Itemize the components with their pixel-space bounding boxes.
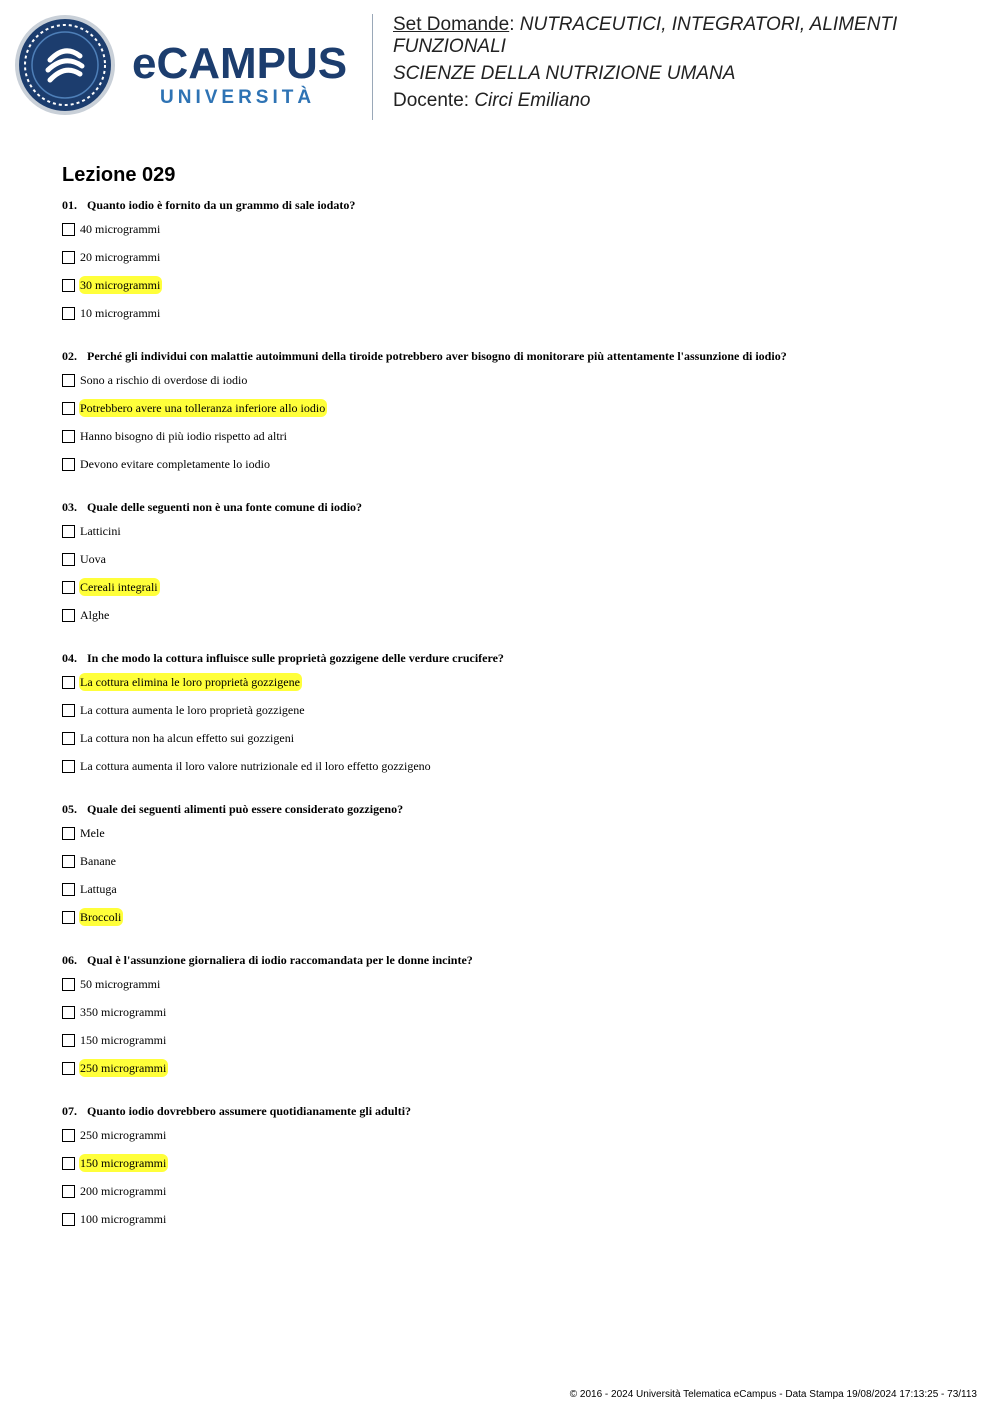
answer-label: Latticini <box>80 524 121 538</box>
answer-label: 10 microgrammi <box>80 306 161 320</box>
question-text <box>62 1103 962 1121</box>
answer-checkbox[interactable] <box>62 1185 75 1198</box>
answer-option-correct[interactable] <box>62 573 962 601</box>
question-block <box>62 197 962 348</box>
answer-option[interactable] <box>62 1205 962 1233</box>
page-footer: © 2016 - 2024 Università Telematica eCampus - Data Stampa 19/08/2024 17:13:25 - 73/113 <box>569 1389 977 1400</box>
question-block <box>62 348 962 499</box>
answer-checkbox[interactable] <box>62 978 75 991</box>
question-block <box>62 801 962 952</box>
answer-checkbox[interactable] <box>62 609 75 622</box>
answer-option[interactable] <box>62 847 962 875</box>
question-label: Quanto iodio è fornito da un grammo di sale iodato? <box>87 198 356 212</box>
answer-option[interactable] <box>62 545 962 573</box>
answer-option-correct[interactable] <box>62 1054 962 1082</box>
answer-checkbox[interactable] <box>62 911 75 924</box>
answer-label: Lattuga <box>80 882 117 896</box>
answer-checkbox[interactable] <box>62 704 75 717</box>
question-text <box>62 499 962 517</box>
lesson-title: Lezione 029 <box>62 164 176 186</box>
ecampus-seal-icon <box>14 14 116 116</box>
answer-option[interactable] <box>62 1026 962 1054</box>
answer-label: La cottura aumenta le loro proprietà gozzigene <box>80 703 305 717</box>
set-label: Set Domande <box>393 14 510 35</box>
answer-option[interactable] <box>62 517 962 545</box>
answer-label: La cottura aumenta il loro valore nutrizionale ed il loro effetto gozzigeno <box>80 759 431 773</box>
answer-checkbox[interactable] <box>62 760 75 773</box>
question-label: In che modo la cottura influisce sulle proprietà gozzigene delle verdure crucifere? <box>87 651 504 665</box>
answer-label: 30 microgrammi <box>80 278 161 292</box>
answer-label: La cottura elimina le loro proprietà gozzigene <box>80 675 300 689</box>
answer-option-correct[interactable] <box>62 394 962 422</box>
answer-label: 200 microgrammi <box>80 1184 167 1198</box>
answer-checkbox[interactable] <box>62 1213 75 1226</box>
question-number: 04. <box>62 651 77 665</box>
answer-label: 250 microgrammi <box>80 1061 167 1075</box>
question-text <box>62 801 962 819</box>
answer-checkbox[interactable] <box>62 402 75 415</box>
question-number: 01. <box>62 198 77 212</box>
answer-option[interactable] <box>62 450 962 478</box>
answer-label: 250 microgrammi <box>80 1128 167 1142</box>
answer-label: Potrebbero avere una tolleranza inferiore allo iodio <box>80 401 326 415</box>
question-block <box>62 952 962 1103</box>
answer-checkbox[interactable] <box>62 458 75 471</box>
set-separator: : <box>509 14 515 35</box>
question-label: Qual è l'assunzione giornaliera di iodio raccomandata per le donne incinte? <box>87 953 473 967</box>
answer-label: Alghe <box>80 608 110 622</box>
answer-checkbox[interactable] <box>62 223 75 236</box>
answer-label: Devono evitare completamente lo iodio <box>80 457 270 471</box>
question-list <box>62 197 962 1254</box>
question-label: Quale delle seguenti non è una fonte comune di iodio? <box>87 500 363 514</box>
teacher-name: Circi Emiliano <box>474 90 591 111</box>
answer-option[interactable] <box>62 819 962 847</box>
question-number: 03. <box>62 500 77 514</box>
answer-checkbox[interactable] <box>62 430 75 443</box>
answer-checkbox[interactable] <box>62 1062 75 1075</box>
answer-checkbox[interactable] <box>62 279 75 292</box>
answer-option[interactable] <box>62 243 962 271</box>
answer-option-correct[interactable] <box>62 668 962 696</box>
answer-label: Hanno bisogno di più iodio rispetto ad altri <box>80 429 287 443</box>
answer-option[interactable] <box>62 1177 962 1205</box>
header-divider <box>372 14 373 120</box>
answer-option[interactable] <box>62 875 962 903</box>
answer-option[interactable] <box>62 366 962 394</box>
question-block <box>62 1103 962 1254</box>
question-block <box>62 650 962 801</box>
question-label: Quanto iodio dovrebbero assumere quotidianamente gli adulti? <box>87 1104 412 1118</box>
logo-subtitle: UNIVERSITÀ <box>160 87 316 108</box>
ecampus-logo <box>132 39 356 110</box>
answer-checkbox[interactable] <box>62 251 75 264</box>
answer-checkbox[interactable] <box>62 525 75 538</box>
answer-option[interactable] <box>62 601 962 629</box>
question-text <box>62 348 962 366</box>
answer-option[interactable] <box>62 1121 962 1149</box>
document-header <box>0 0 1000 130</box>
answer-option[interactable] <box>62 215 962 243</box>
answer-label: 100 microgrammi <box>80 1212 167 1226</box>
question-number: 06. <box>62 953 77 967</box>
question-text <box>62 650 962 668</box>
course-info <box>393 14 983 112</box>
question-block <box>62 499 962 650</box>
answer-label: Mele <box>80 826 105 840</box>
answer-label: 50 microgrammi <box>80 977 161 991</box>
answer-checkbox[interactable] <box>62 883 75 896</box>
answer-option[interactable] <box>62 299 962 327</box>
answer-option[interactable] <box>62 724 962 752</box>
answer-option[interactable] <box>62 752 962 780</box>
answer-checkbox[interactable] <box>62 553 75 566</box>
question-label: Quale dei seguenti alimenti può essere considerato gozzigeno? <box>87 802 404 816</box>
answer-checkbox[interactable] <box>62 732 75 745</box>
answer-label: Sono a rischio di overdose di iodio <box>80 373 248 387</box>
answer-label: Cereali integrali <box>80 580 158 594</box>
answer-checkbox[interactable] <box>62 307 75 320</box>
answer-label: Broccoli <box>80 910 122 924</box>
question-label: Perché gli individui con malattie autoimmuni della tiroide potrebbero aver bisogno di monitorare più attentamente l'assunzione di iodio? <box>87 349 787 363</box>
question-number: 05. <box>62 802 77 816</box>
answer-label: 40 microgrammi <box>80 222 161 236</box>
answer-checkbox[interactable] <box>62 1034 75 1047</box>
answer-label: Uova <box>80 552 106 566</box>
answer-label: 20 microgrammi <box>80 250 161 264</box>
set-title: NUTRACEUTICI, INTEGRATORI, ALIMENTI FUNZIONALI <box>393 14 898 57</box>
question-text <box>62 197 962 215</box>
answer-checkbox[interactable] <box>62 827 75 840</box>
question-text <box>62 952 962 970</box>
answer-checkbox[interactable] <box>62 676 75 689</box>
teacher-line <box>393 90 983 112</box>
question-number: 07. <box>62 1104 77 1118</box>
answer-checkbox[interactable] <box>62 374 75 387</box>
answer-label: 150 microgrammi <box>80 1156 167 1170</box>
answer-option-correct[interactable] <box>62 1149 962 1177</box>
answer-checkbox[interactable] <box>62 581 75 594</box>
answer-option-correct[interactable] <box>62 271 962 299</box>
answer-label: 150 microgrammi <box>80 1033 167 1047</box>
answer-label: La cottura non ha alcun effetto sui gozzigeni <box>80 731 295 745</box>
answer-option[interactable] <box>62 696 962 724</box>
answer-checkbox[interactable] <box>62 1157 75 1170</box>
logo-name: eCAMPUS <box>132 39 348 88</box>
answer-label: 350 microgrammi <box>80 1005 167 1019</box>
set-title-line <box>393 14 983 58</box>
answer-option[interactable] <box>62 422 962 450</box>
question-number: 02. <box>62 349 77 363</box>
answer-checkbox[interactable] <box>62 1129 75 1142</box>
answer-checkbox[interactable] <box>62 855 75 868</box>
teacher-label: Docente: <box>393 90 470 111</box>
answer-option[interactable] <box>62 970 962 998</box>
answer-label: Banane <box>80 854 116 868</box>
course-name: SCIENZE DELLA NUTRIZIONE UMANA <box>393 63 736 84</box>
answer-option[interactable] <box>62 998 962 1026</box>
answer-checkbox[interactable] <box>62 1006 75 1019</box>
answer-option-correct[interactable] <box>62 903 962 931</box>
